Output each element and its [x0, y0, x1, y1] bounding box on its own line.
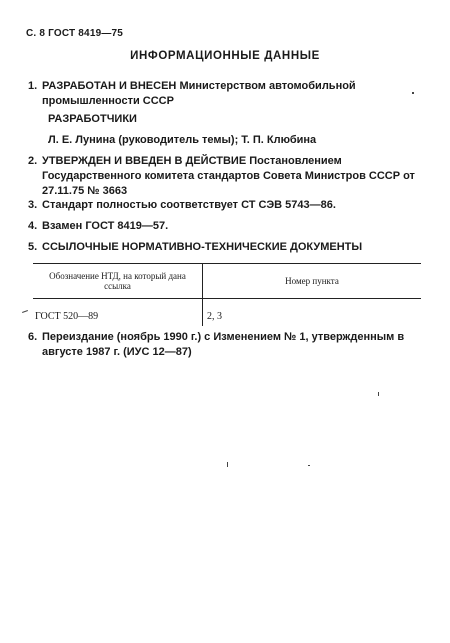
item-number: 4.: [28, 220, 38, 232]
list-item: [28, 240, 420, 255]
table-header-row: [33, 264, 421, 299]
item-text: Постановлением Государственного комитета стандартов Совета Министров СССР от 27.11.75 № 3663: [42, 155, 415, 197]
developers-names: Л. Е. Лунина (руководитель темы); Т. П. Клюбина: [48, 134, 317, 146]
item-text: Взамен ГОСТ 8419—57.: [42, 220, 169, 232]
scan-speck: [227, 462, 228, 467]
page-header: С. 8 ГОСТ 8419—75: [26, 28, 124, 39]
list-item: [28, 79, 420, 109]
list-item: [28, 330, 420, 360]
item-text: Переиздание (ноябрь 1990 г.) с Изменением № 1, утвержденным в августе 1987 г. (ИУС 12—87): [42, 331, 405, 358]
column-header: Обозначение НТД, на который дана ссылка: [33, 264, 203, 299]
item-text: Министерством автомобильной промышленности СССР: [42, 80, 356, 107]
scan-speck: [412, 92, 414, 94]
item-heading: УТВЕРЖДЕН И ВВЕДЕН В ДЕЙСТВИЕ: [42, 155, 247, 167]
list-item: [28, 219, 420, 234]
item-number: 3.: [28, 199, 38, 211]
item-text: Стандарт полностью соответствует СТ СЭВ 5743—86.: [42, 199, 336, 211]
scan-speck: [308, 465, 310, 466]
column-header: Номер пункта: [203, 264, 422, 299]
item-heading: РАЗРАБОТАН И ВНЕСЕН: [42, 80, 177, 92]
table-row: [33, 299, 421, 327]
item-heading: ССЫЛОЧНЫЕ НОРМАТИВНО-ТЕХНИЧЕСКИЕ ДОКУМЕНТЫ: [42, 241, 363, 253]
item-number: 2.: [28, 155, 38, 167]
page-title: ИНФОРМАЦИОННЫЕ ДАННЫЕ: [130, 50, 320, 62]
table-cell: ГОСТ 520—89: [33, 299, 203, 327]
references-table: [33, 263, 421, 326]
item-number: 5.: [28, 241, 38, 253]
item-number: 6.: [28, 331, 38, 343]
list-item: [28, 154, 420, 199]
developers-heading: РАЗРАБОТЧИКИ: [48, 113, 137, 125]
list-item: [28, 198, 420, 213]
item-number: 1.: [28, 80, 38, 92]
table-cell: 2, 3: [207, 311, 222, 322]
scan-speck: [22, 310, 28, 313]
scan-speck: [378, 392, 379, 396]
